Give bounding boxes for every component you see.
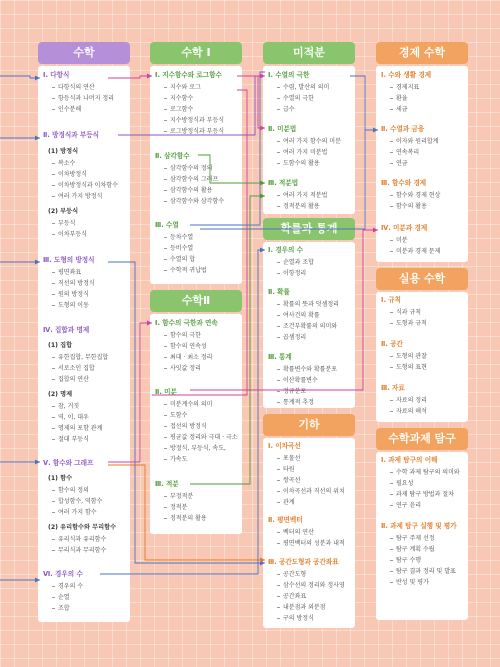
sec-math1-3[interactable]: Ⅲ. 수열: [155, 221, 179, 229]
item: 과제 탐구 방법과 절차: [396, 491, 454, 498]
item: 쌍곡선: [283, 477, 301, 484]
sub-heading: (2) 유리함수와 무리함수: [48, 524, 117, 531]
item: 곱셈정리: [283, 334, 307, 341]
item: 확률의 뜻과 덧셈정리: [283, 301, 339, 308]
item: 수학적 귀납법: [170, 267, 207, 274]
item: 연속복리: [396, 149, 420, 156]
sec-prac-3[interactable]: Ⅲ. 자료: [381, 384, 405, 392]
connector: [190, 230, 378, 390]
item: 이항정리: [283, 270, 307, 277]
sec-calc-3[interactable]: Ⅲ. 적분법: [268, 179, 299, 187]
sec-prac-2[interactable]: Ⅱ. 공간: [381, 340, 403, 348]
item: 정적분의 활용: [170, 515, 207, 522]
sub-heading: (2) 명제: [48, 391, 73, 398]
item: 절대 부등식: [58, 436, 89, 443]
item: 급수: [283, 106, 295, 113]
item: 공간도형: [283, 571, 307, 578]
item: 자료의 정리: [396, 397, 427, 404]
arrowhead: [35, 260, 40, 265]
item: 탐구 결과 정리 및 발표: [396, 568, 456, 575]
item: 이차부등식: [58, 231, 87, 238]
item: 참, 거짓: [58, 403, 80, 410]
item: 직선의 방정식: [58, 280, 95, 287]
item: 사잇값 정리: [170, 365, 201, 372]
item: 평면벡터의 성분과 내적: [283, 540, 345, 547]
item: 원의 방정식: [58, 291, 89, 298]
arrowhead: [35, 136, 40, 141]
item: 평균값 정리와 극대 · 극소: [170, 434, 238, 441]
item: 삼각함수의 활용: [170, 187, 213, 194]
item: 수열의 합: [170, 256, 196, 263]
item: 정적분: [170, 504, 188, 511]
sub-heading: (1) 방정식: [48, 148, 79, 155]
item: 함수의 극한: [170, 332, 201, 339]
item: 최대 · 최소 정리: [170, 354, 213, 361]
item: 무리식과 무리함수: [58, 547, 107, 554]
item: 삼각함수와 삼각함수: [170, 198, 225, 205]
item: 여러 가지 방정식: [58, 193, 103, 200]
item: 순열과 조합: [283, 259, 314, 266]
sec-math-4[interactable]: Ⅳ. 집합과 명제: [43, 326, 90, 334]
item: 서로소인 집합: [58, 365, 95, 372]
item: 여러 가지 함수: [58, 509, 97, 516]
sec-math-5[interactable]: Ⅴ. 함수와 그래프: [43, 459, 94, 467]
item: 여러 가지 적분법: [283, 192, 328, 199]
item: 함수의 활용: [396, 203, 427, 210]
sec-calc-2[interactable]: Ⅱ. 미분법: [268, 125, 297, 133]
item: 로그함수: [170, 106, 194, 113]
item: 수렴, 발산의 의미: [283, 84, 330, 91]
item: 관계: [283, 499, 295, 506]
connector: [190, 196, 265, 484]
arrowhead: [373, 128, 378, 133]
item: 접선의 방정식: [170, 423, 207, 430]
arrowhead: [147, 321, 152, 326]
sec-math1-1[interactable]: Ⅰ. 지수함수와 로그함수: [155, 71, 222, 79]
sec-geo-1[interactable]: Ⅰ. 이차곡선: [268, 442, 301, 450]
sec-econ-4[interactable]: Ⅳ. 미분과 경제: [381, 224, 428, 232]
item: 정적분의 활용: [283, 203, 320, 210]
item: 부등식: [58, 220, 76, 227]
item: 다항식의 연산: [58, 84, 95, 91]
item: 함수의 연속성: [170, 343, 207, 350]
item: 가속도: [170, 456, 188, 463]
item: 항등식과 나머지 정리: [58, 95, 114, 102]
item: 조합: [58, 605, 70, 612]
item: 탐구 수행: [396, 557, 422, 564]
item: 등차수열: [170, 234, 194, 241]
item: 내분점과 외분점: [283, 604, 326, 611]
item: 통계적 추정: [283, 399, 314, 406]
arrowhead: [35, 460, 40, 465]
item: 역, 이, 대우: [58, 414, 89, 421]
sec-econ-3[interactable]: Ⅲ. 함수와 경제: [381, 179, 427, 187]
item: 부정적분: [170, 493, 194, 500]
item: 지수함수: [170, 95, 194, 102]
item: 탐구 계획 수립: [396, 546, 435, 553]
item: 이차곡선과 직선의 위치: [283, 488, 345, 495]
sec-prac-1[interactable]: Ⅰ. 규칙: [381, 296, 401, 304]
item: 이차방정식과 이차함수: [58, 182, 118, 189]
item: 인수분해: [58, 106, 82, 113]
sec-math-1[interactable]: Ⅰ. 다항식: [43, 71, 70, 79]
item: 포물선: [283, 455, 301, 462]
item: 조건부확률의 의미와: [283, 323, 338, 330]
item: 지수방정식과 부등식: [170, 117, 225, 124]
item: 미분: [396, 237, 408, 244]
arrowhead: [260, 181, 265, 186]
item: 세금: [396, 106, 408, 113]
connector: [190, 72, 265, 225]
item: 여러 가지 미분법: [283, 149, 328, 156]
sec-math-3[interactable]: Ⅲ. 도형의 방정식: [43, 256, 95, 264]
sec-math-2[interactable]: Ⅱ. 방정식과 부등식: [43, 131, 100, 139]
item: 자료의 해석: [396, 408, 427, 415]
arrowhead: [260, 126, 265, 131]
sec-econ-2[interactable]: Ⅱ. 수열과 금융: [381, 125, 425, 133]
item: 도함수의 활용: [283, 160, 320, 167]
header-math: 수학: [38, 42, 130, 64]
arrowhead: [35, 578, 40, 583]
item: 여러 가지 함수의 미분: [283, 138, 341, 145]
item: 공간좌표: [283, 593, 307, 600]
item: 명제의 포함 관계: [58, 425, 103, 432]
item: 수학 과제 탐구의 의미와: [396, 469, 460, 476]
arrowhead: [147, 74, 152, 79]
item: 도형의 관찰: [396, 353, 427, 360]
item: 도형의 표현: [396, 364, 427, 371]
connector: [108, 76, 152, 78]
item: 환율: [396, 95, 408, 102]
item: 식과 규칙: [396, 309, 422, 316]
item: 함수의 정의: [58, 487, 89, 494]
header-probability: 확률과 통계: [263, 218, 355, 240]
item: 유한집합, 무한집합: [58, 354, 109, 361]
item: 도함수: [170, 412, 188, 419]
item: 평면좌표: [58, 269, 82, 276]
item: 이산확률변수: [283, 377, 318, 384]
item: 방정식, 부등식, 속도,: [170, 445, 226, 452]
header-calculus: 미적분: [263, 42, 355, 64]
item: 집합의 연산: [58, 376, 89, 383]
header-math2: 수학Ⅱ: [150, 290, 242, 312]
connector: [200, 130, 378, 229]
item: 경제지표: [396, 84, 420, 91]
item: 확률변수와 확률분포: [283, 366, 338, 373]
sec-res-2[interactable]: Ⅱ. 과제 탐구 실행 및 평가: [381, 522, 457, 530]
sec-res-1[interactable]: Ⅰ. 과제 탐구의 이해: [381, 456, 438, 464]
sub-heading: (1) 함수: [48, 475, 73, 482]
sub-heading: (2) 부등식: [48, 208, 79, 215]
item: 유리식과 유리함수: [58, 536, 107, 543]
sec-math2-2[interactable]: Ⅱ. 미분: [155, 388, 177, 396]
sec-math-6[interactable]: Ⅵ. 경우의 수: [43, 570, 83, 578]
connector: [108, 465, 265, 560]
item: 복소수: [58, 160, 76, 167]
item: 구의 방정식: [283, 615, 314, 622]
item: 도형과 규칙: [396, 320, 427, 327]
header-economics: 경제 수학: [376, 42, 468, 64]
item: 순열: [58, 594, 70, 601]
item: 미분계수의 의미: [170, 401, 213, 408]
sec-geo-2[interactable]: Ⅱ. 평면벡터: [268, 516, 303, 524]
item: 타원: [283, 466, 295, 473]
connector: [350, 76, 378, 130]
item: 등비수열: [170, 245, 194, 252]
sec-prob-3[interactable]: Ⅲ. 통계: [268, 353, 292, 361]
item: 여사건의 확률: [283, 312, 320, 319]
sec-math2-3[interactable]: Ⅲ. 적분: [155, 480, 179, 488]
item: 합성함수, 역함수: [58, 498, 103, 505]
sec-math2-1[interactable]: Ⅰ. 함수의 극한과 연속: [155, 319, 218, 327]
header-math1: 수학 Ⅰ: [150, 42, 242, 64]
item: 수열의 극한: [283, 95, 314, 102]
arrowhead: [260, 194, 265, 199]
item: 삼각함수의 그래프: [170, 176, 219, 183]
sec-prob-2[interactable]: Ⅱ. 확률: [268, 288, 290, 296]
item: 정규분포: [283, 388, 307, 395]
item: 필요성: [396, 480, 414, 487]
connector: [0, 76, 40, 78]
header-practical: 실용 수학: [376, 268, 468, 290]
connector: [108, 262, 265, 563]
arrowhead: [260, 74, 265, 79]
item: 함수와 경제 현상: [396, 192, 441, 199]
arrowhead: [260, 248, 265, 253]
connector: [100, 250, 265, 574]
item: 연금: [396, 160, 408, 167]
arrowhead: [35, 76, 40, 81]
connector: [118, 76, 265, 135]
sec-math1-2[interactable]: Ⅱ. 삼각함수: [155, 152, 190, 160]
sec-geo-3[interactable]: Ⅲ. 공간도형과 공간좌표: [268, 558, 339, 566]
sec-econ-1[interactable]: Ⅰ. 수와 생활 경제: [381, 71, 432, 79]
item: 로그방정식과 부등식: [170, 128, 225, 135]
item: 지수와 로그: [170, 84, 201, 91]
item: 이자와 원리합계: [396, 138, 439, 145]
sub-heading: (1) 집합: [48, 342, 73, 349]
sec-calc-1[interactable]: Ⅰ. 수열의 극한: [268, 71, 310, 79]
connector: [237, 76, 265, 128]
connector: [108, 323, 152, 462]
item: 탐구 주제 선정: [396, 535, 435, 542]
item: 반성 및 평가: [396, 579, 429, 586]
item: 도형의 이동: [58, 302, 89, 309]
connector: [152, 90, 247, 395]
sec-prob-1[interactable]: Ⅰ. 경우의 수: [268, 246, 304, 254]
item: 삼수선의 정리와 정사영: [283, 582, 345, 589]
item: 연구 윤리: [396, 502, 422, 509]
header-research: 수학과제 탐구: [376, 428, 468, 450]
item: 경우의 수: [58, 583, 84, 590]
item: 벡터의 연산: [283, 529, 314, 536]
connector: [198, 155, 265, 183]
item: 이차방정식: [58, 171, 87, 178]
arrowhead: [373, 228, 378, 233]
item: 미분과 경제 문제: [396, 248, 441, 255]
header-geometry: 기하: [263, 414, 355, 436]
item: 삼각함수의 정의: [170, 165, 213, 172]
